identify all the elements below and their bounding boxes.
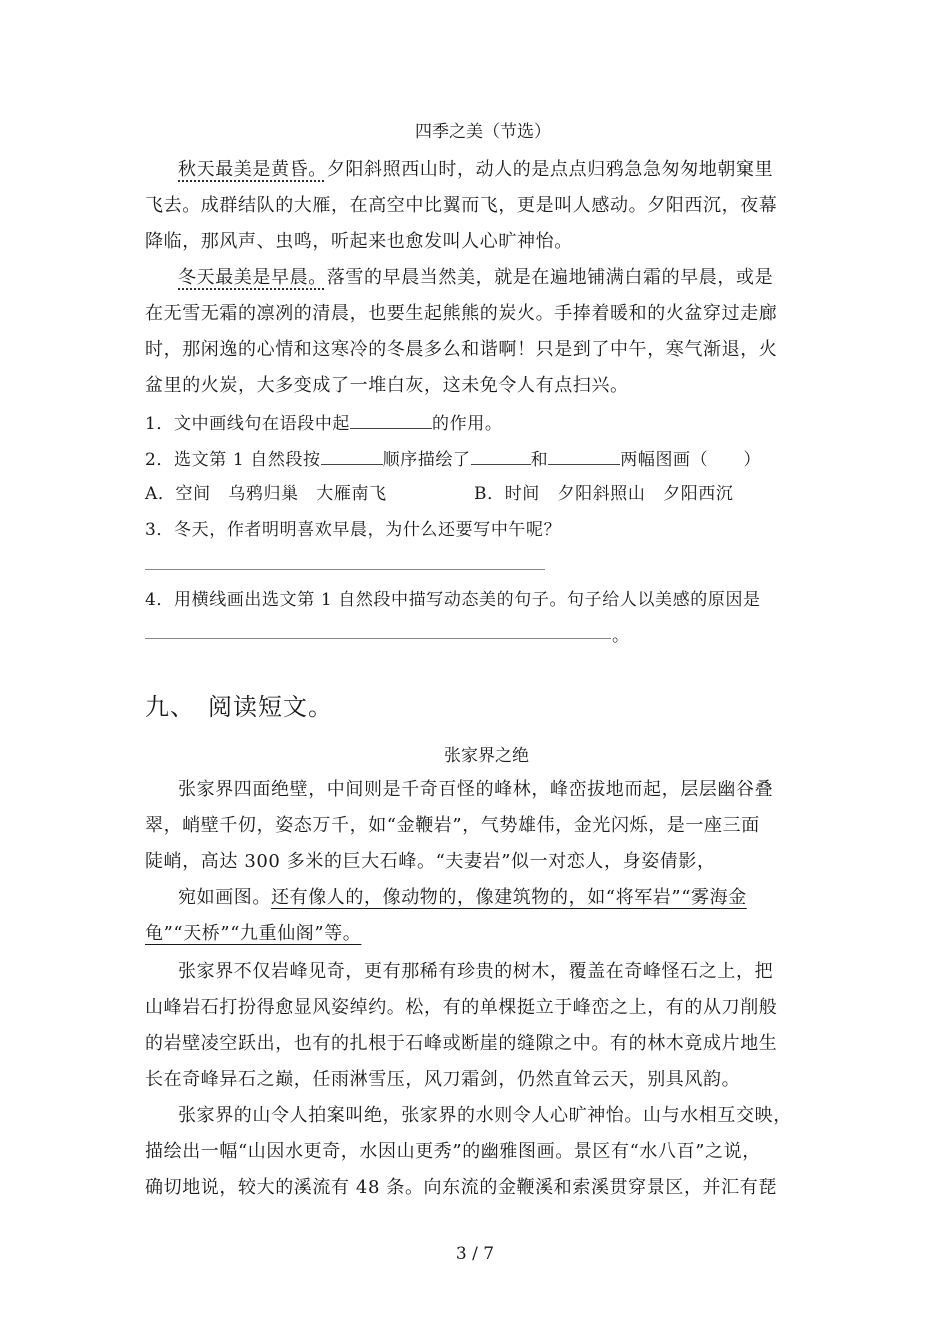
passage2-para4-line2: 描绘出一幅“山因水更奇，水因山更秀”的幽雅图画。景区有“水八百”之说， — [145, 1141, 761, 1162]
passage2-para1-line2: 翠，峭壁千仞，姿态万千，如“金鞭岩”，气势雄伟，金光闪烁，是一座三面 — [145, 815, 760, 836]
passage1-para2-line1: 冬天最美是早晨。落雪的早晨当然美，就是在遍地铺满白霜的早晨，或是 — [178, 267, 774, 288]
question-2-option-b[interactable]: B．时间 夕阳斜照山 夕阳西沉 — [474, 484, 734, 504]
passage2-para4-line1: 张家界的山令人拍案叫绝，张家界的水则令人心旷神怡。山与水相互交映， — [178, 1105, 792, 1126]
passage1-para1-line3: 降临，那风声、虫鸣，听起来也愈发叫人心旷神怡。 — [145, 231, 573, 252]
marked-sentence-autumn: 秋天最美是黄昏。 — [178, 159, 327, 180]
passage2-para4-line3: 确切地说，较大的溪流有 48 条。向东流的金鞭溪和索溪贯穿景区，并汇有琵 — [145, 1177, 777, 1198]
answer-blank-q1[interactable] — [350, 410, 432, 429]
passage2-para3-line4: 长在奇峰异石之巅，任雨淋雪压，风刀霜剑，仍然直耸云天，别具风韵。 — [145, 1069, 741, 1090]
passage1-para2-line3: 时，那闲逸的心情和这寒冷的冬晨多么和谐啊！只是到了中午，寒气渐退，火 — [145, 339, 778, 360]
passage2-para3-line3: 的岩壁凌空跃出，也有的扎根于石峰或断崖的缝隙之中。有的林木竟成片地生 — [145, 1033, 778, 1054]
answer-line-q3[interactable] — [145, 569, 545, 570]
question-4-end-mark: 。 — [612, 626, 630, 646]
passage1-para2-line4: 盆里的火炭，大多变成了一堆白灰，这未免令人有点扫兴。 — [145, 375, 629, 396]
passage2-para2-line2 — [145, 922, 361, 946]
question-4: 4．用横线画出选文第 1 自然段中描写动态美的句子。句子给人以美感的原因是 — [145, 590, 761, 610]
question-1: 1．文中画线句在语段中起 的作用。 — [145, 410, 502, 436]
question-3: 3．冬天，作者明明喜欢早晨，为什么还要写中午呢？ — [145, 520, 562, 540]
underlined-sentence: 还有像人的，像动物的，像建筑物的，如“将军岩”“雾海金 — [271, 887, 747, 908]
answer-blank-q2-picture1[interactable] — [471, 446, 531, 465]
passage2-para3-line1: 张家界不仅岩峰见奇，更有那稀有珍贵的树木，覆盖在奇峰怪石之上，把 — [178, 961, 774, 982]
answer-blank-q2-picture2[interactable] — [548, 446, 620, 465]
question-2: 2．选文第 1 自然段按 顺序描绘了 和 两幅图画（ ） — [145, 446, 761, 472]
passage2-para2-line1: 宛如画图。还有像人的，像动物的，像建筑物的，如“将军岩”“雾海金 — [178, 887, 747, 908]
passage1-para1-line2: 飞去。成群结队的大雁，在高空中比翼而飞，更是叫人感动。夕阳西沉，夜幕 — [145, 195, 778, 216]
passage2-para3-line2: 山峰岩石打扮得愈显风姿绰约。松，有的单棵挺立于峰峦之上，有的从刀削般 — [145, 997, 778, 1018]
answer-blank-q2-order[interactable] — [321, 446, 383, 465]
marked-sentence-winter: 冬天最美是早晨。 — [178, 267, 327, 288]
question-2-option-a[interactable]: A．空间 乌鸦归巢 大雁南飞 — [145, 484, 387, 504]
passage2-para1-line1: 张家界四面绝壁，中间则是千奇百怪的峰林，峰峦拔地而起，层层幽谷叠 — [178, 779, 774, 800]
passage1-para2-line2: 在无雪无霜的凛冽的清晨，也要生起熊熊的炭火。手捧着暖和的火盆穿过走廊 — [145, 303, 778, 324]
page-number: 3 / 7 — [455, 1244, 495, 1264]
section-heading-9: 九、 阅读短文。 — [145, 693, 333, 721]
passage-title-four-seasons: 四季之美（节选） — [415, 122, 551, 142]
passage1-para1-line1: 秋天最美是黄昏。夕阳斜照西山时，动人的是点点归鸦急急匆匆地朝窠里 — [178, 159, 774, 180]
passage-title-zhangjiajie: 张家界之绝 — [444, 746, 529, 766]
underlined-sentence-cont: 龟”“天桥”“九重仙阁”等。 — [145, 923, 362, 944]
answer-line-q4[interactable] — [145, 638, 611, 639]
passage2-para1-line3: 陡峭，高达 300 多米的巨大石峰。“夫妻岩”似一对恋人，身姿倩影， — [145, 851, 716, 872]
